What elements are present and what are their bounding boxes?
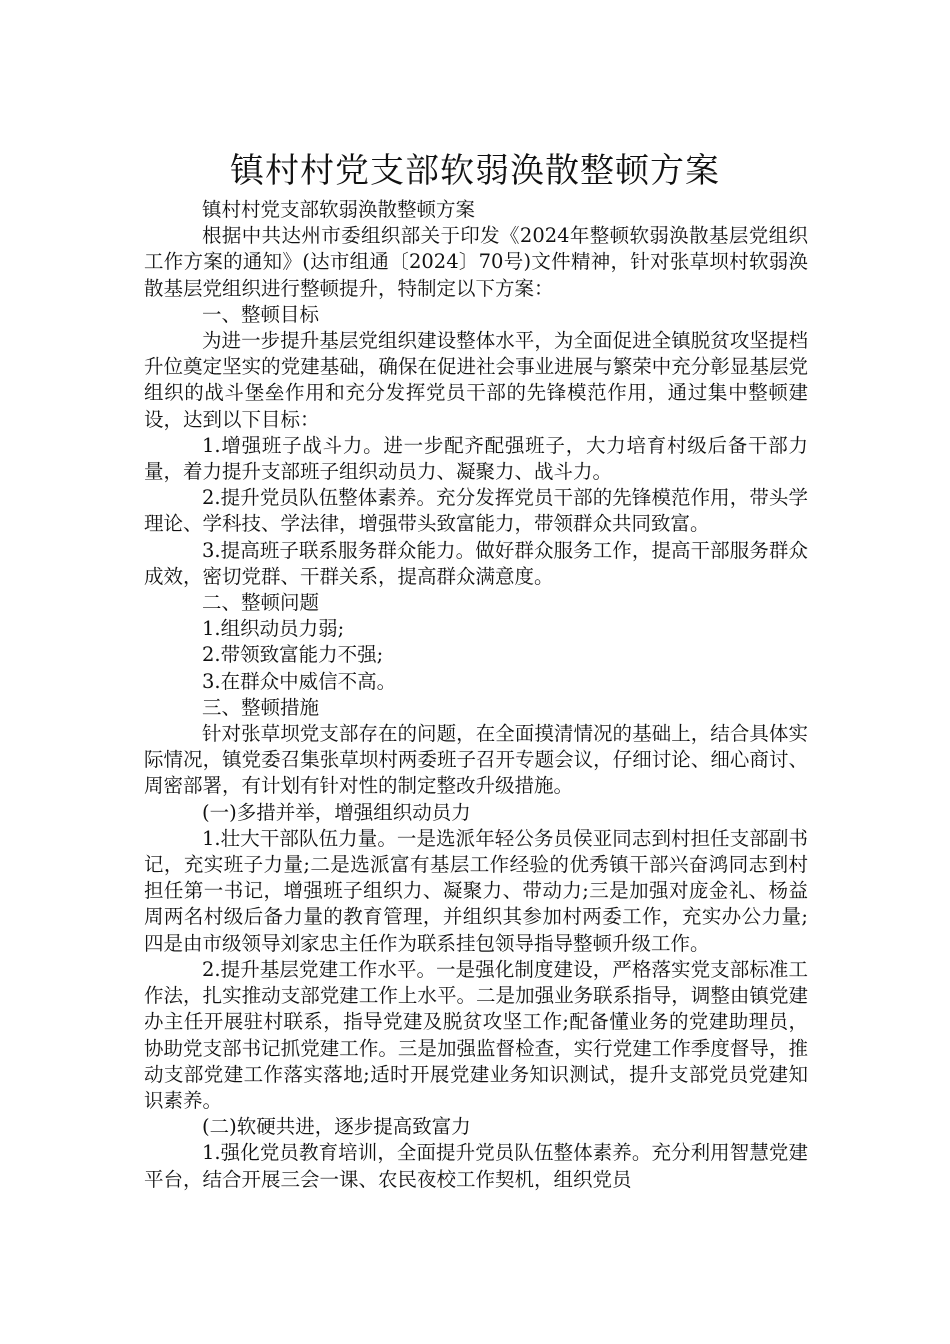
goal-item-1: 1.增强班子战斗力。进一步配齐配强班子，大力培育村级后备干部力量，着力提升支部班子组织动员力、凝聚力、战斗力。 bbox=[144, 433, 808, 484]
paragraph-goals: 为进一步提升基层党组织建设整体水平，为全面促进全镇脱贫攻坚提档升位奠定坚实的党建基础，确保在促进社会事业进展与繁荣中充分彰显基层党组织的战斗堡垒作用和充分发挥党员干部的先锋模范作用，通过集中整顿建设，达到以下目标： bbox=[144, 329, 808, 431]
section-heading-measures: 三、整顿措施 bbox=[202, 695, 320, 719]
section-heading-problems: 二、整顿问题 bbox=[202, 591, 320, 615]
paragraph-intro: 根据中共达州市委组织部关于印发《2024年整顿软弱涣散基层党组织工作方案的通知》(达市组通〔2024〕70号)文件精神，针对张草坝村软弱涣散基层党组织进行整顿提升，特制定以下方案： bbox=[144, 224, 808, 300]
paragraph-measures: 针对张草坝党支部存在的问题，在全面摸清情况的基础上，结合具体实际情况，镇党委召集张草坝村两委班子召开专题会议，仔细讨论、细心商讨、周密部署，有计划有针对性的制定整改升级措施。 bbox=[144, 722, 808, 798]
goal-item-3: 3.提高班子联系服务群众能力。做好群众服务工作，提高干部服务群众成效，密切党群、干群关系，提高群众满意度。 bbox=[144, 538, 808, 588]
document-body bbox=[144, 197, 808, 1193]
problem-item-3: 3.在群众中威信不高。 bbox=[202, 669, 397, 693]
paragraph-subtitle: 镇村村党支部软弱涣散整顿方案 bbox=[202, 198, 476, 221]
problem-item-1: 1.组织动员力弱; bbox=[202, 617, 345, 641]
goal-item-2: 2.提升党员队伍整体素养。充分发挥党员干部的先锋模范作用，带头学理论、学科技、学法律，增强带头致富能力，带领群众共同致富。 bbox=[144, 486, 808, 536]
subsection-heading-2: (二)软硬共进，逐步提高致富力 bbox=[202, 1115, 471, 1139]
problem-item-2: 2.带领致富能力不强; bbox=[202, 643, 384, 667]
document-title: 镇村村党支部软弱涣散整顿方案 bbox=[230, 150, 720, 191]
measure-item-1-2: 2.提升基层党建工作水平。一是强化制度建设，严格落实党支部标准工作法，扎实推动支部党建工作上水平。二是加强业务联系指导，调整由镇党建办主任开展驻村联系，指导党建及脱贫攻坚工作;配备懂业务的党建助理员，协助党支部书记抓党建工作。三是加强监督检查，实行党建工作季度督导，推动支部党建工作落实落地;适时开展党建业务知识测试，提升支部党员党建知识素养。 bbox=[144, 957, 808, 1112]
section-heading-goals: 一、整顿目标 bbox=[202, 302, 320, 326]
measure-item-1-1: 1.壮大干部队伍力量。一是选派年轻公务员侯亚同志到村担任支部副书记，充实班子力量;二是选派富有基层工作经验的优秀镇干部兴奋鸿同志到村担任第一书记，增强班子组织力、凝聚力、带动力;三是加强对庞金礼、杨益周两名村级后备力量的教育管理，并组织其参加村两委工作，充实办公力量;四是由市级领导刘家忠主任作为联系挂包领导指导整顿升级工作。 bbox=[144, 826, 808, 955]
measure-item-2-1: 1.强化党员教育培训，全面提升党员队伍整体素养。充分利用智慧党建平台，结合开展三会一课、农民夜校工作契机，组织党员 bbox=[144, 1141, 808, 1191]
subsection-heading-1: (一)多措并举，增强组织动员力 bbox=[202, 800, 471, 824]
